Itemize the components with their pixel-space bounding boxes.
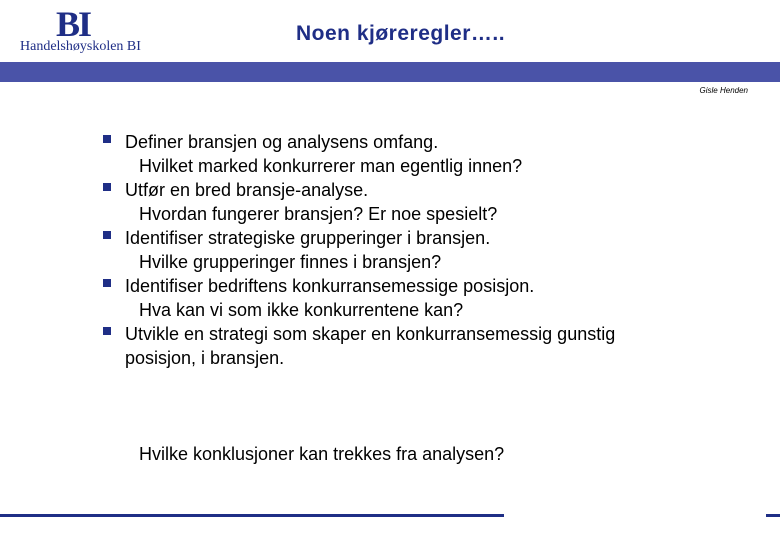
bullet-subtext: Hvordan fungerer bransjen? Er noe spesielt? (139, 204, 498, 224)
bullet-item (103, 322, 743, 370)
square-bullet-icon (103, 327, 111, 335)
bullet-text: Definer bransjen og analysens omfang. (125, 132, 439, 152)
bullet-text: Identifiser strategiske grupperinger i bransjen. (125, 228, 491, 248)
closing-question: Hvilke konklusjoner kan trekkes fra analysen? (139, 444, 505, 464)
square-bullet-icon (103, 231, 111, 239)
bullet-subtext: Hvilket marked konkurrerer man egentlig innen? (139, 156, 523, 176)
header-bar (0, 62, 780, 82)
footer-tick (766, 514, 780, 517)
bi-logo (20, 6, 150, 56)
square-bullet-icon (103, 135, 111, 143)
bullet-item (103, 274, 743, 322)
bullet-item (103, 226, 743, 274)
bullet-text: Utfør en bred bransje-analyse. (125, 180, 369, 200)
bullet-subtext: Hvilke grupperinger finnes i bransjen? (139, 252, 442, 272)
square-bullet-icon (103, 279, 111, 287)
slide-title: Noen kjøreregler….. (296, 22, 506, 45)
bullet-item (103, 178, 743, 226)
footer-line (0, 514, 504, 517)
bullet-item (103, 130, 743, 178)
bullet-text-continuation: posisjon, i bransjen. (125, 348, 285, 368)
square-bullet-icon (103, 183, 111, 191)
bullet-subtext: Hva kan vi som ikke konkurrentene kan? (139, 300, 464, 320)
logo-text: Handelshøyskolen BI (20, 39, 141, 54)
bullet-text: Identifiser bedriftens konkurransemessige posisjon. (125, 276, 535, 296)
bullet-list (103, 130, 743, 370)
logo-mark: BI (56, 4, 91, 44)
author-label: Gisle Henden (699, 86, 748, 95)
bullet-text: Utvikle en strategi som skaper en konkurransemessig gunstig (125, 324, 616, 344)
